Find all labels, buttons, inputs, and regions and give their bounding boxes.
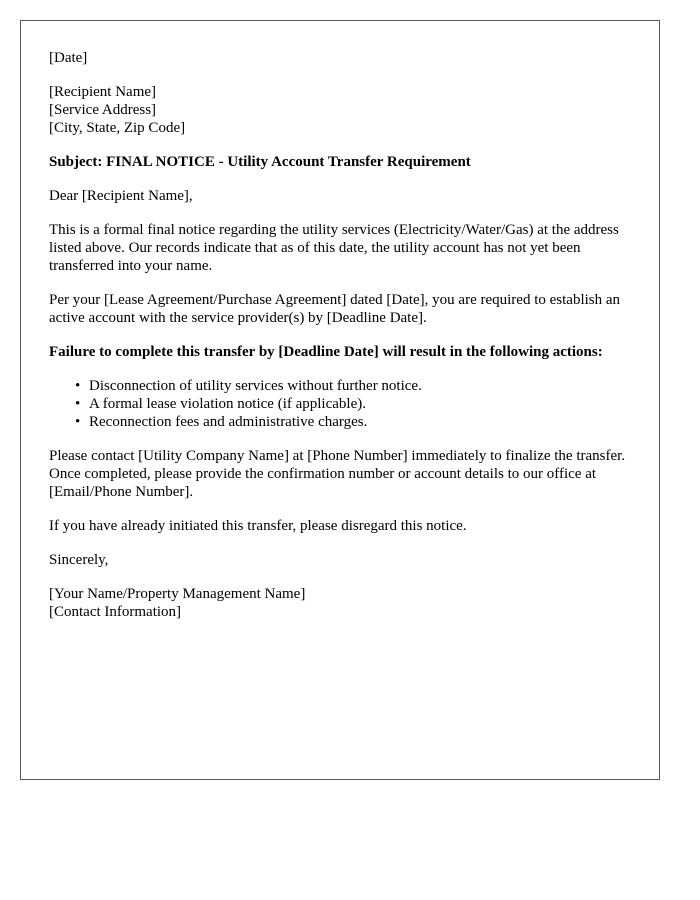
list-item [75, 395, 631, 413]
recipient-block [49, 83, 631, 137]
warning-paragraph: Failure to complete this transfer by [Deadline Date] will result in the following actions: [49, 344, 603, 360]
signature-name: [Your Name/Property Management Name] [49, 586, 306, 602]
letter-closing: Sincerely, [49, 552, 109, 568]
signature-block [49, 585, 631, 621]
recipient-name: [Recipient Name] [49, 84, 157, 100]
body-paragraph-contact: Please contact [Utility Company Name] at [Phone Number] immediately to finalize the transfer. Once completed, please provide the confirmation number or account details to our office at [Email/Phone Number]. [49, 448, 626, 500]
body-paragraph-disregard: If you have already initiated this transfer, please disregard this notice. [49, 518, 467, 534]
recipient-service-address: [Service Address] [49, 102, 157, 118]
body-paragraph-requirement: Per your [Lease Agreement/Purchase Agreement] dated [Date], you are required to establish an active account with the service provider(s) by [Deadline Date]. [49, 292, 621, 326]
recipient-city-state-zip: [City, State, Zip Code] [49, 120, 186, 136]
letter-subject: Subject: FINAL NOTICE - Utility Account Transfer Requirement [49, 154, 471, 170]
body-paragraph-notice: This is a formal final notice regarding the utility services (Electricity/Water/Gas) at the address listed above. Our records indicate that as of this date, the utility account has not yet been transferred into your name. [49, 222, 619, 274]
letter-salutation: Dear [Recipient Name], [49, 188, 193, 204]
list-item-text: Reconnection fees and administrative charges. [89, 414, 368, 430]
consequences-list [49, 377, 631, 431]
bullet-icon: • [75, 378, 81, 394]
letter-document [20, 20, 660, 780]
bullet-icon: • [75, 396, 81, 412]
letter-date: [Date] [49, 50, 88, 66]
signature-contact: [Contact Information] [49, 604, 182, 620]
list-item-text: A formal lease violation notice (if applicable). [89, 396, 366, 412]
list-item-text: Disconnection of utility services without further notice. [89, 378, 422, 394]
bullet-icon: • [75, 414, 81, 430]
list-item [75, 377, 631, 395]
list-item [75, 413, 631, 431]
